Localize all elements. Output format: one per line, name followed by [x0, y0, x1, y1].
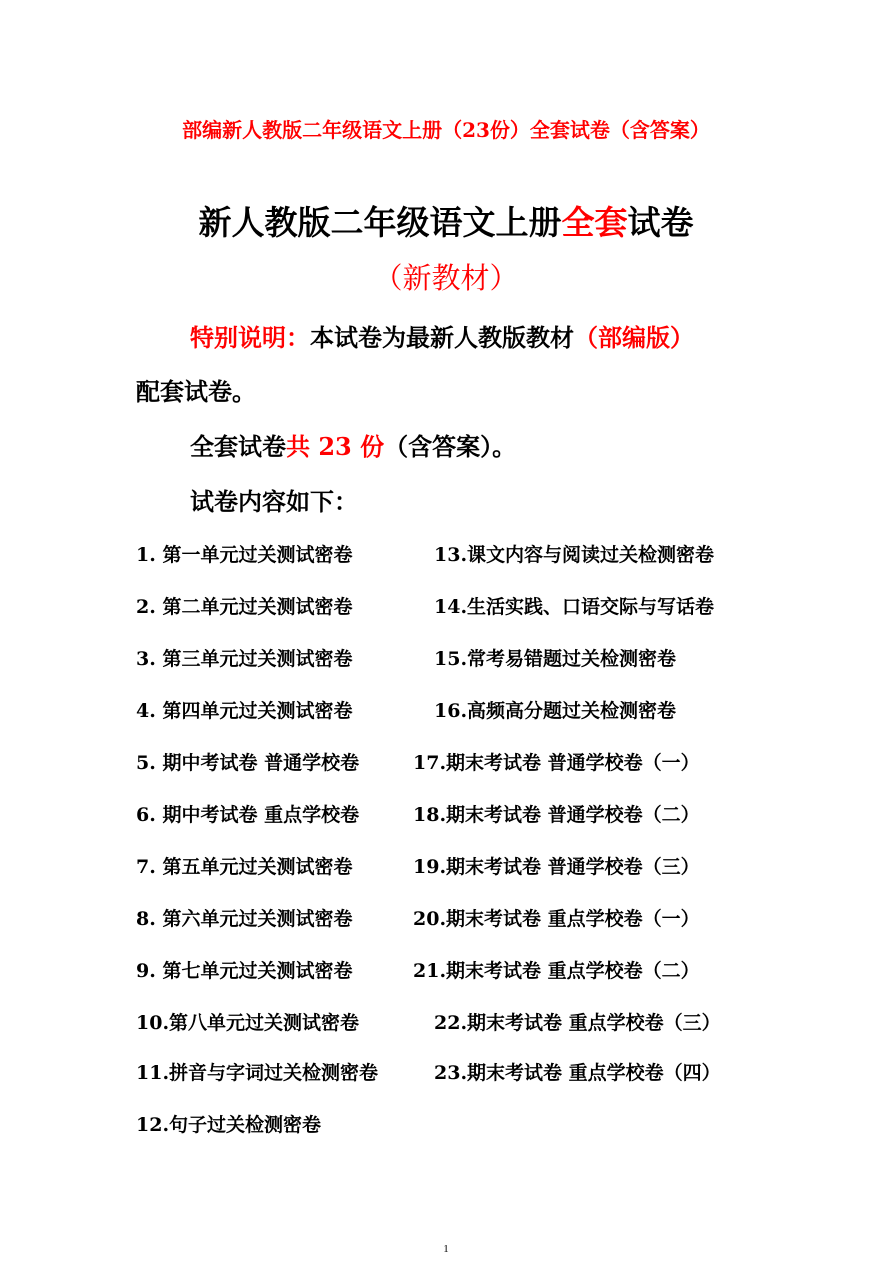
list-item-right: 15.常考易错题过关检测密卷	[434, 648, 677, 670]
list-item-left: 10.第八单元过关测试密卷	[136, 1012, 360, 1034]
list-item-right: 18.期末考试卷 普通学校卷（二）	[413, 804, 700, 826]
list-item-right: 23.期末考试卷 重点学校卷（四）	[434, 1062, 721, 1084]
list-item-left: 5. 期中考试卷 普通学校卷	[136, 752, 360, 774]
list-item-right: 13.课文内容与阅读过关检测密卷	[434, 544, 715, 566]
list-item-left: 12.句子过关检测密卷	[136, 1114, 322, 1136]
list-item-right: 14.生活实践、口语交际与写话卷	[434, 596, 715, 618]
main-title-part2: 试卷	[627, 203, 694, 242]
list-item-left: 3. 第三单元过关测试密卷	[136, 648, 353, 670]
note-edition: （部编版）	[574, 323, 694, 352]
list-item-left: 11.拼音与字词过关检测密卷	[136, 1062, 379, 1084]
total-prefix: 全套试卷	[190, 432, 286, 461]
note-continuation: 配套试卷。	[136, 377, 256, 406]
note-label: 特别说明：	[190, 323, 310, 352]
total-suffix: （含答案）。	[384, 432, 517, 461]
total-count-line	[190, 427, 516, 462]
list-item-left: 8. 第六单元过关测试密卷	[136, 908, 353, 930]
list-item-right: 17.期末考试卷 普通学校卷（一）	[413, 752, 700, 774]
list-item-left: 7. 第五单元过关测试密卷	[136, 856, 353, 878]
page-number: 1	[443, 1243, 449, 1255]
sub-title: （新教材）	[373, 261, 519, 295]
list-item-right: 16.高频高分题过关检测密卷	[434, 700, 677, 722]
list-item-left: 6. 期中考试卷 重点学校卷	[136, 804, 360, 826]
note-text: 本试卷为最新人教版教材	[310, 323, 574, 352]
main-title-highlight: 全套	[561, 203, 628, 242]
main-title-part1: 新人教版二年级语文上册	[198, 203, 562, 242]
total-count: 共 23 份	[286, 432, 385, 461]
list-item-right: 19.期末考试卷 普通学校卷（三）	[413, 856, 700, 878]
list-item-right: 22.期末考试卷 重点学校卷（三）	[434, 1012, 721, 1034]
list-item-left: 4. 第四单元过关测试密卷	[136, 700, 353, 722]
list-item-left: 9. 第七单元过关测试密卷	[136, 960, 353, 982]
contents-heading: 试卷内容如下：	[190, 487, 358, 516]
list-item-left: 2. 第二单元过关测试密卷	[136, 596, 353, 618]
list-item-right: 21.期末考试卷 重点学校卷（二）	[413, 960, 700, 982]
list-item-right: 20.期末考试卷 重点学校卷（一）	[413, 908, 700, 930]
main-title	[0, 197, 892, 244]
list-item-left: 1. 第一单元过关测试密卷	[136, 544, 353, 566]
document-header-title: 部编新人教版二年级语文上册（23份）全套试卷（含答案）	[182, 118, 710, 142]
special-note	[190, 318, 694, 353]
